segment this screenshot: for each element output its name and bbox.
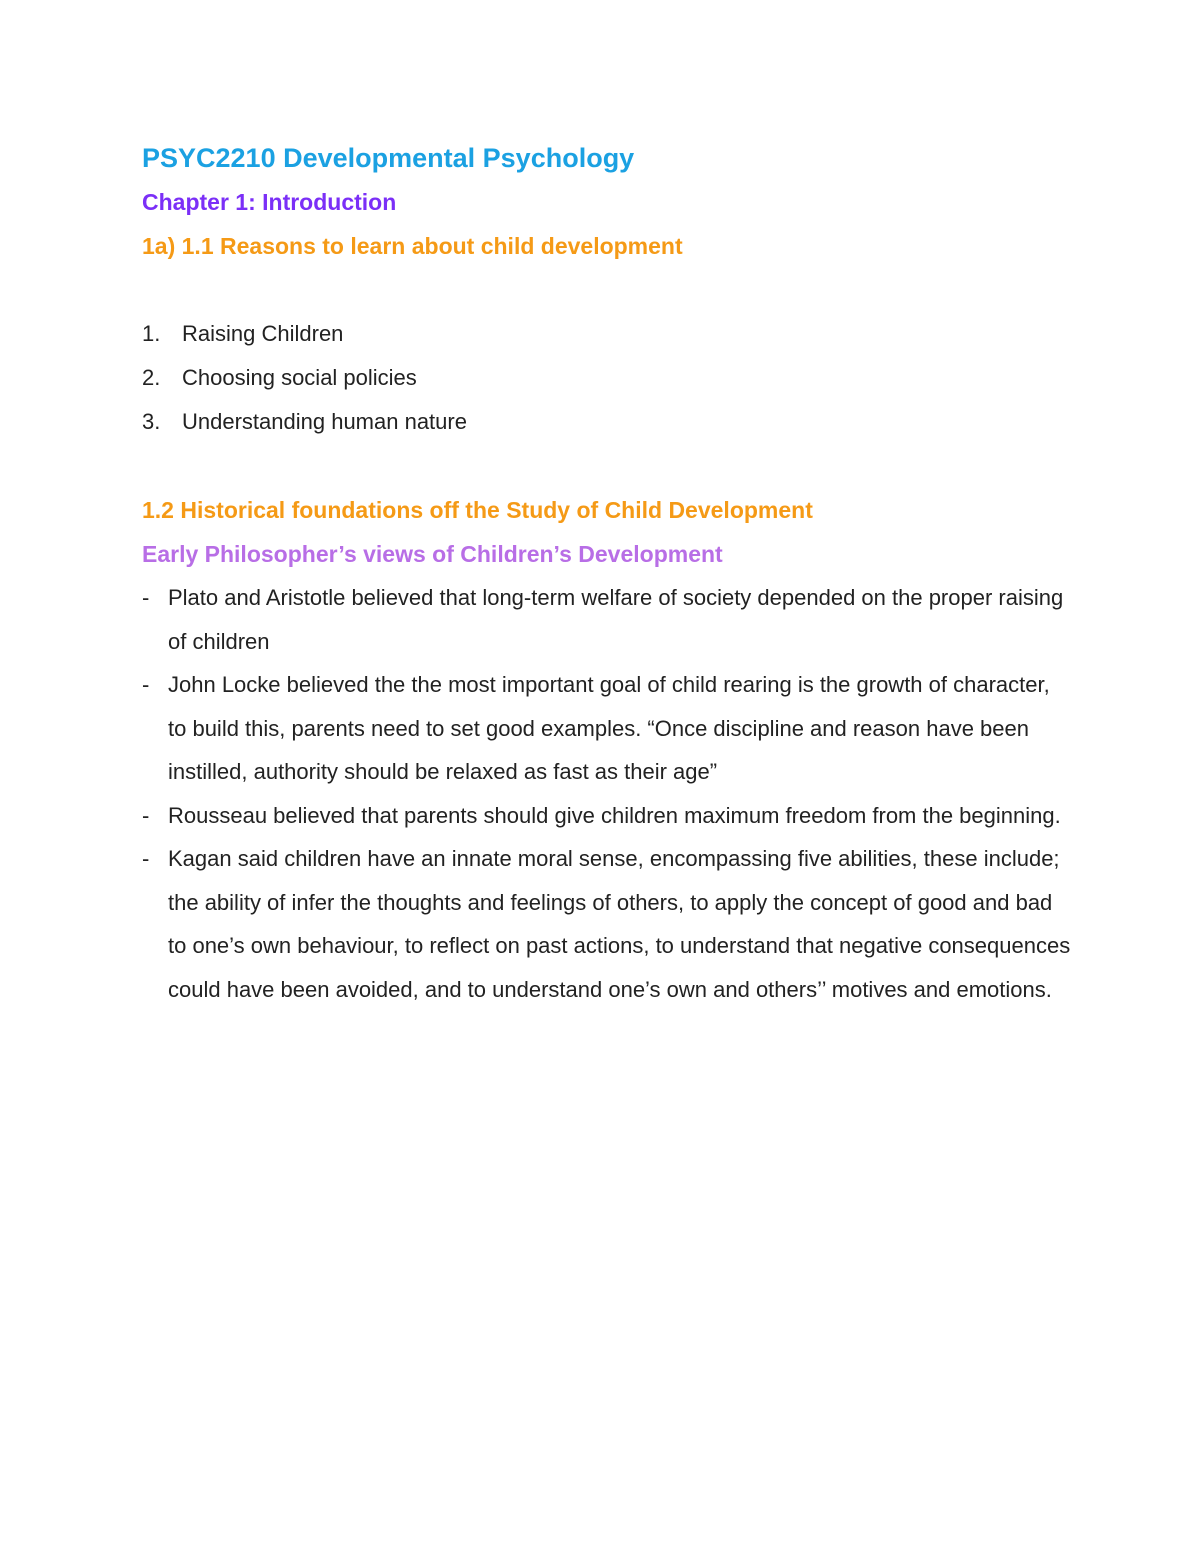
spacer xyxy=(142,268,1072,312)
list-number: 3. xyxy=(142,409,161,434)
list-item xyxy=(142,400,1072,444)
list-item xyxy=(142,663,1072,794)
list-item-text: Understanding human nature xyxy=(182,409,467,434)
reasons-list xyxy=(142,312,1072,444)
list-item-text: Plato and Aristotle believed that long-term welfare of society depended on the proper raising of children xyxy=(168,585,1064,654)
document-content xyxy=(142,136,1072,1011)
list-item-text: Raising Children xyxy=(182,321,344,346)
list-item xyxy=(142,312,1072,356)
chapter-heading: Chapter 1: Introduction xyxy=(142,189,397,215)
list-item-text: Kagan said children have an innate moral sense, encompassing five abilities, these include; the ability of infer the thoughts and feelings of others, to apply the concept of good and bad to one’s own behaviour, to reflect on past actions, to understand that negative consequences could have been avoided, and to understand one’s own and others’’ motives and emotions. xyxy=(168,846,1071,1002)
bullet-marker: - xyxy=(142,585,150,610)
list-item-text: Rousseau believed that parents should give children maximum freedom from the beginning. xyxy=(168,802,1061,828)
philosophers-list xyxy=(142,576,1072,1011)
spacer xyxy=(142,444,1072,488)
list-item xyxy=(142,356,1072,400)
section-heading-1: 1a) 1.1 Reasons to learn about child development xyxy=(142,233,683,259)
list-item-text: John Locke believed the the most important goal of child rearing is the growth of character, to build this, parents need to set good examples. “Once discipline and reason have been instilled, authority should be relaxed as fast as their age” xyxy=(168,672,1050,784)
section-heading-2: 1.2 Historical foundations off the Study of Child Development xyxy=(142,497,813,523)
list-number: 1. xyxy=(142,321,161,346)
list-number: 2. xyxy=(142,365,161,390)
list-item-text: Choosing social policies xyxy=(182,365,417,390)
document-title: PSYC2210 Developmental Psychology xyxy=(142,143,635,173)
list-item xyxy=(142,576,1072,663)
list-item xyxy=(142,794,1072,838)
list-item xyxy=(142,837,1072,1011)
bullet-marker: - xyxy=(142,802,150,828)
bullet-marker: - xyxy=(142,672,150,697)
bullet-marker: - xyxy=(142,846,150,871)
subsection-heading: Early Philosopher’s views of Children’s Development xyxy=(142,541,723,567)
